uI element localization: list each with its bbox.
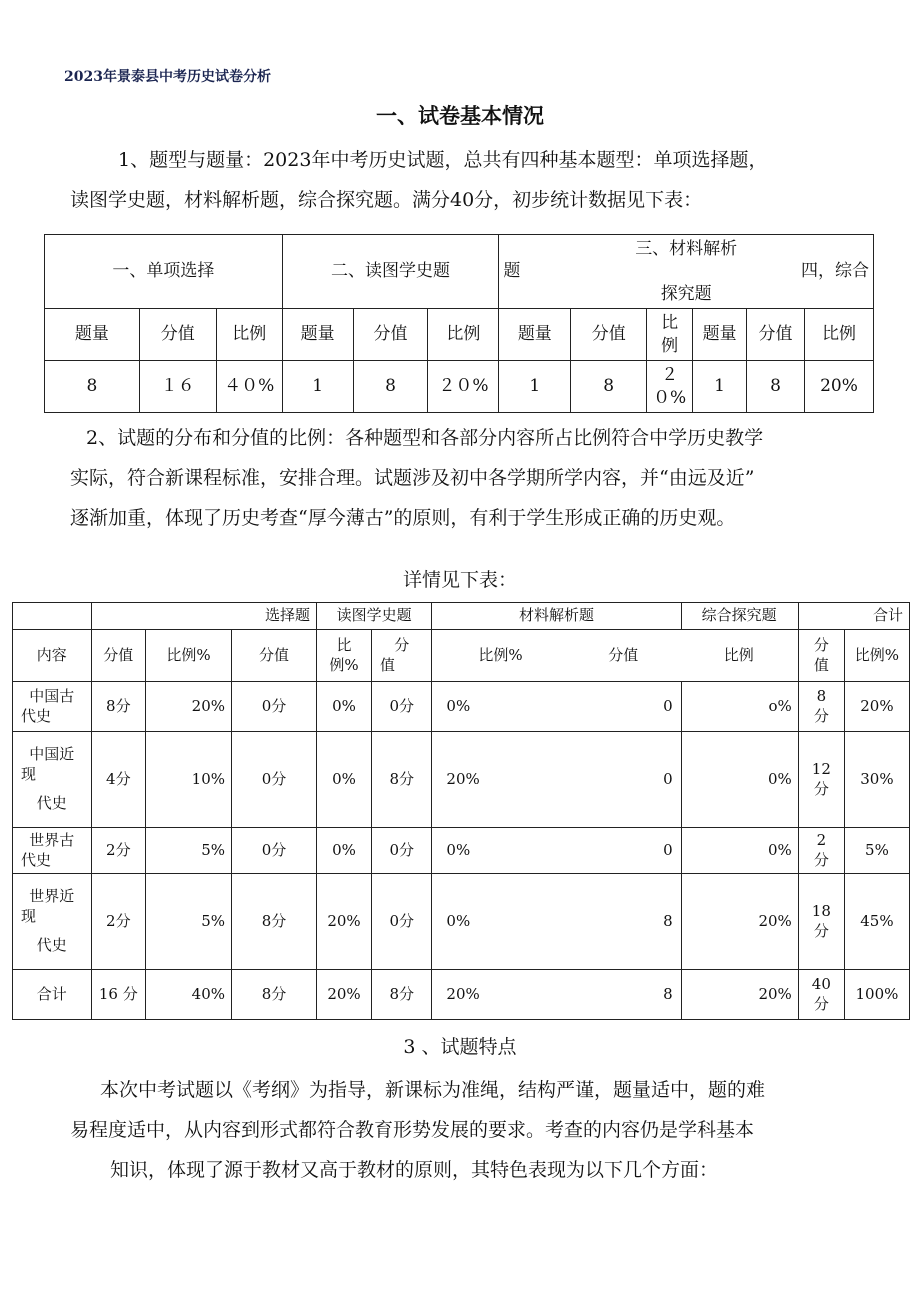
header-cell-line: 例 xyxy=(661,335,679,356)
cell-text: 0分 xyxy=(389,696,414,715)
header-cell: 分值 xyxy=(91,630,145,682)
cell-text: 20% xyxy=(758,984,792,1003)
header-cell: 比例 xyxy=(428,309,499,361)
paragraph-line: 知识，体现了源于教材又高于教材的原则，其特色表现为以下几个方面： xyxy=(110,1159,719,1181)
table-cell xyxy=(316,732,371,828)
table-cell xyxy=(432,682,681,732)
table-cell xyxy=(798,970,844,1020)
cell-text: 40% xyxy=(191,984,226,1003)
table-row xyxy=(13,682,910,732)
group-explore: 综合探究题 xyxy=(681,603,798,630)
header-cell: 比例 xyxy=(804,309,873,361)
header-cell-line: 比 xyxy=(336,636,352,654)
data-cell: 8 xyxy=(353,361,428,413)
cell-text: 0% xyxy=(768,840,792,859)
table-cell xyxy=(146,970,232,1020)
header-cell-line: 比 xyxy=(661,313,679,334)
group-material-line1: 三、材料解析 xyxy=(635,239,738,260)
table-cell xyxy=(372,732,432,828)
group-map: 读图学史题 xyxy=(316,603,431,630)
paragraph-question-types xyxy=(70,140,860,220)
cell-text: 10% xyxy=(191,769,226,788)
table-cell xyxy=(432,970,681,1020)
cell-text: 20% xyxy=(758,911,792,930)
cell-text: 20% xyxy=(327,911,361,930)
cell-text: 45% xyxy=(860,911,894,930)
table-cell xyxy=(13,874,92,970)
row-label-line: 代史 xyxy=(21,706,52,725)
table-cell xyxy=(232,682,317,732)
data-cell: 8 xyxy=(747,361,805,413)
header-cell xyxy=(372,630,432,682)
cell-text: 16 分 xyxy=(98,984,138,1003)
data-cell: 8 xyxy=(45,361,140,413)
cell-text: 8分 xyxy=(389,984,414,1003)
table-cell xyxy=(681,682,798,732)
table-cell xyxy=(844,732,909,828)
table-cell xyxy=(91,970,145,1020)
header-content: 内容 xyxy=(13,630,92,682)
table-row xyxy=(13,828,910,874)
header-cell: 题量 xyxy=(45,309,140,361)
table-cell xyxy=(146,682,232,732)
cell-text: 8分 xyxy=(389,769,414,788)
table-cell xyxy=(316,682,371,732)
row-label-line: 世界近 xyxy=(29,887,75,906)
header-cell: 分值 xyxy=(571,309,647,361)
row-label-line: 现 xyxy=(21,906,37,925)
header-cell: 分值 xyxy=(232,630,317,682)
cell-text: 0% xyxy=(446,911,471,930)
paragraph-line: 本次中考试题以《考纲》为指导，新课标为准绳，结构严谨，题量适中，题的难 xyxy=(100,1079,766,1101)
data-cell: １６ xyxy=(139,361,216,413)
table-cell xyxy=(146,828,232,874)
table-cell xyxy=(844,874,909,970)
header-cell: 比例 xyxy=(216,309,282,361)
table-cell xyxy=(681,828,798,874)
header-cell xyxy=(798,630,844,682)
header-cell-line: 分 xyxy=(813,636,829,654)
header-cell-line: 值 xyxy=(813,655,829,674)
header-cell xyxy=(316,630,371,682)
cell-text: 0% xyxy=(446,840,471,859)
paragraph-line: 逐渐加重，体现了历史考查“厚今薄古”的原则，有利于学生形成正确的历史观。 xyxy=(70,507,736,529)
cell-text: 2分 xyxy=(813,831,829,869)
table-cell xyxy=(316,970,371,1020)
cell-text: 18 分 xyxy=(811,902,831,940)
row-label-line: 中国古 xyxy=(29,687,75,705)
document-title: 2023年景泰县中考历史试卷分析 xyxy=(64,69,271,85)
cell-text: 0 xyxy=(663,696,673,715)
header-cell-part: 分值 xyxy=(608,645,639,664)
cell-text: 40 分 xyxy=(811,975,831,1013)
table-cell xyxy=(13,970,92,1020)
cell-text: 0分 xyxy=(389,911,414,930)
data-cell-line: ０% xyxy=(653,387,687,408)
table-cell xyxy=(91,732,145,828)
table-cell xyxy=(316,828,371,874)
cell-text: 100% xyxy=(855,984,899,1003)
header-cell: 题量 xyxy=(499,309,571,361)
cell-text: 0分 xyxy=(389,840,414,859)
cell-text: 0分 xyxy=(261,696,287,715)
row-label-line: 现 xyxy=(21,764,37,783)
table-cell xyxy=(13,828,92,874)
table-cell xyxy=(798,828,844,874)
cell-text: 20% xyxy=(327,984,361,1003)
table-cell xyxy=(681,732,798,828)
table-row xyxy=(13,970,910,1020)
detail-caption: 详情见下表： xyxy=(402,569,517,591)
table-cell xyxy=(432,732,681,828)
cell-text: 8分 xyxy=(106,696,131,715)
table-cell xyxy=(372,828,432,874)
table-cell xyxy=(232,732,317,828)
row-label-line: 中国近 xyxy=(29,745,75,764)
cell-text: 2分 xyxy=(106,840,131,859)
question-type-table xyxy=(44,234,874,413)
table-cell xyxy=(232,874,317,970)
cell-text: 0分 xyxy=(261,840,287,859)
header-cell: 比例% xyxy=(844,630,909,682)
table-cell xyxy=(681,874,798,970)
table-cell xyxy=(91,682,145,732)
table-cell xyxy=(798,682,844,732)
paragraph-line: 易程度适中，从内容到形式都符合教育形势发展的要求。考查的内容仍是学科基本 xyxy=(70,1119,755,1141)
cell-text: 5% xyxy=(201,840,226,859)
table-row xyxy=(13,732,910,828)
table-cell xyxy=(844,828,909,874)
group-total: 合计 xyxy=(798,603,909,630)
table-cell xyxy=(681,970,798,1020)
cell-text: 4分 xyxy=(106,769,131,788)
group-map-reading: 二、读图学史题 xyxy=(282,235,499,309)
cell-text: 20% xyxy=(446,769,480,788)
header-cell-line: 分 xyxy=(394,636,410,654)
header-cell: 分值 xyxy=(747,309,805,361)
cell-text: 8 xyxy=(663,911,673,930)
table-cell xyxy=(232,828,317,874)
cell-text: 8分 xyxy=(813,687,829,725)
cell-text: 12 分 xyxy=(811,760,831,798)
table-cell xyxy=(91,828,145,874)
cell-text: 0% xyxy=(768,769,792,788)
data-cell: 1 xyxy=(282,361,353,413)
section-title-basic: 一、试卷基本情况 xyxy=(376,103,544,128)
header-cell-line: 例% xyxy=(329,655,359,674)
row-label-line: 合计 xyxy=(36,984,67,1003)
header-cell xyxy=(647,309,693,361)
paragraph-distribution xyxy=(70,418,860,538)
table-cell xyxy=(13,682,92,732)
row-label-line: 代史 xyxy=(36,794,67,813)
data-cell: 1 xyxy=(693,361,747,413)
cell-text: o% xyxy=(768,696,792,715)
header-cell: 题量 xyxy=(282,309,353,361)
header-cell-part: 比例% xyxy=(478,645,523,664)
cell-text: 20% xyxy=(446,984,480,1003)
group-explore-line3: 探究题 xyxy=(660,283,712,304)
group-material: 材料解析题 xyxy=(432,603,681,630)
cell-text: 30% xyxy=(860,769,894,788)
paragraph-line: 实际，符合新课程标准，安排合理。试题涉及初中各学期所学内容，并“由远及近” xyxy=(70,467,755,489)
header-cell: 分值 xyxy=(139,309,216,361)
header-cell: 分值 xyxy=(353,309,428,361)
table-cell xyxy=(91,874,145,970)
group-explore-line2-right: 四，综合 xyxy=(801,261,869,282)
table-cell xyxy=(372,682,432,732)
table-body xyxy=(13,682,910,1020)
data-cell xyxy=(647,361,693,413)
header-cell-part: 比例 xyxy=(723,645,754,664)
cell-text: 0% xyxy=(332,696,356,715)
data-cell: ２０% xyxy=(428,361,499,413)
cell-text: 2分 xyxy=(106,911,131,930)
table-cell xyxy=(432,874,681,970)
table-cell xyxy=(372,874,432,970)
cell-text: 0% xyxy=(332,840,356,859)
cell-text: 8 xyxy=(663,984,673,1003)
row-label-line: 世界古 xyxy=(29,831,75,849)
table-cell xyxy=(798,874,844,970)
row-label-line: 代史 xyxy=(21,850,52,869)
data-cell: 20% xyxy=(804,361,873,413)
table-cell xyxy=(372,970,432,1020)
content-distribution-table xyxy=(12,602,910,1020)
table-cell xyxy=(232,970,317,1020)
table-row xyxy=(13,874,910,970)
cell-text: 0 xyxy=(663,769,673,788)
table-cell xyxy=(798,732,844,828)
cell-text: 0% xyxy=(446,696,471,715)
data-cell-line: ２ xyxy=(661,365,679,386)
cell-text: 20% xyxy=(191,696,226,715)
cell-text: 5% xyxy=(201,911,226,930)
group-choice: 选择题 xyxy=(91,603,316,630)
header-cell-line: 值 xyxy=(380,655,396,674)
section-title-features: 3 、试题特点 xyxy=(403,1036,517,1058)
paragraph-line: 1、题型与题量：2023年中考历史试题，总共有四种基本题型：单项选择题， xyxy=(118,149,768,171)
cell-text: 0分 xyxy=(261,769,287,788)
cell-text: 8分 xyxy=(261,911,287,930)
header-cell: 比例% xyxy=(146,630,232,682)
group-single-choice: 一、单项选择 xyxy=(45,235,283,309)
data-cell: 1 xyxy=(499,361,571,413)
data-cell: ４０% xyxy=(216,361,282,413)
data-cell: 8 xyxy=(571,361,647,413)
table-cell xyxy=(146,874,232,970)
cell-text: 8分 xyxy=(261,984,287,1003)
cell-text: 5% xyxy=(865,840,889,859)
table-cell xyxy=(146,732,232,828)
paragraph-line: 读图学史题，材料解析题，综合探究题。满分40分，初步统计数据见下表： xyxy=(70,189,703,211)
table-cell xyxy=(432,828,681,874)
group-material-explore xyxy=(499,235,874,309)
paragraph-features xyxy=(70,1070,860,1190)
header-cell: 题量 xyxy=(693,309,747,361)
cell-text: 0 xyxy=(663,840,673,859)
header-merged xyxy=(432,630,798,682)
table-cell xyxy=(13,732,92,828)
paragraph-line: 2、试题的分布和分值的比例：各种题型和各部分内容所占比例符合中学历史教学 xyxy=(86,427,764,449)
group-material-line2-left: 题 xyxy=(503,261,521,282)
table-cell xyxy=(844,970,909,1020)
cell-text: 0% xyxy=(332,769,356,788)
table-cell xyxy=(316,874,371,970)
table-cell xyxy=(844,682,909,732)
row-label-line: 代史 xyxy=(36,936,67,955)
corner-cell xyxy=(13,603,92,630)
cell-text: 20% xyxy=(860,696,894,715)
